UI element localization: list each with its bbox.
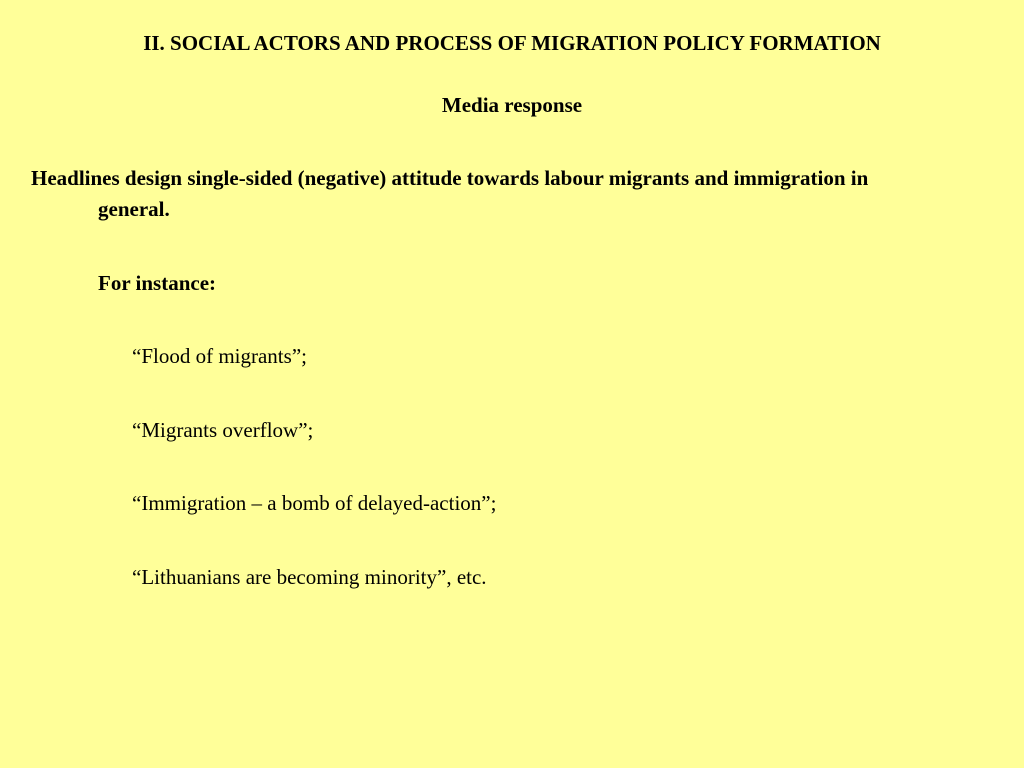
example-headline: “Lithuanians are becoming minority”, etc.: [132, 565, 487, 589]
example-headline: “Immigration – a bomb of delayed-action”;: [132, 491, 497, 515]
example-headline: “Flood of migrants”;: [132, 344, 307, 368]
slide-title: II. SOCIAL ACTORS AND PROCESS OF MIGRATION POLICY FORMATION: [143, 31, 881, 55]
examples-heading: For instance:: [98, 271, 217, 295]
slide-subtitle: Media response: [441, 93, 583, 117]
example-headline: “Migrants overflow”;: [132, 418, 314, 442]
lead-paragraph: Headlines design single-sided (negative) attitude towards labour migrants and immigration in general.: [31, 166, 869, 221]
